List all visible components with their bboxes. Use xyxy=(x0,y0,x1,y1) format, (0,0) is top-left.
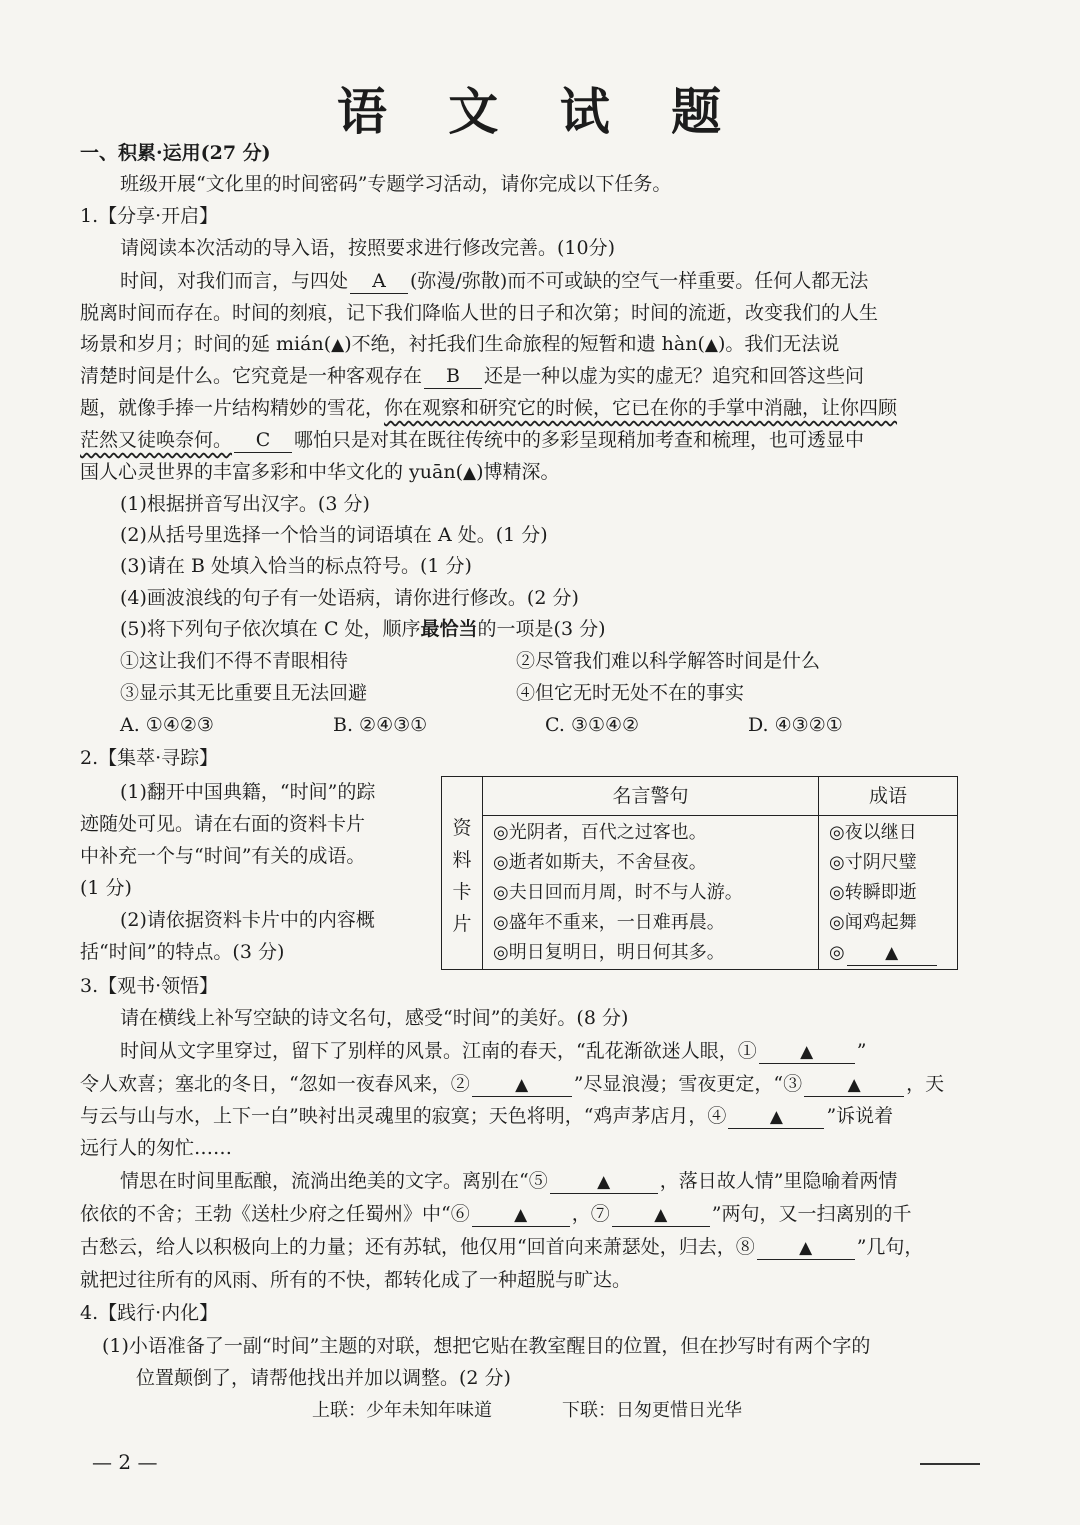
text: ”两句，又一扫离别的千 xyxy=(711,1203,912,1225)
triangle-icon: ▲ xyxy=(463,463,477,483)
q1-header: 1.【分享·开启】 xyxy=(80,205,219,227)
q4-text-2: 位置颠倒了，请帮他找出并加以调整。(2 分) xyxy=(136,1367,511,1389)
poem-blank-4 xyxy=(728,1104,824,1129)
couplet-upper: 上联：少年未知年味道 xyxy=(312,1400,492,1421)
text: ”诉说着 xyxy=(826,1105,894,1127)
q3-header: 3.【观书·领悟】 xyxy=(80,975,219,997)
idioms-column xyxy=(819,777,957,969)
idiom-blank xyxy=(847,941,937,966)
couplet-lower: 下联：日匆更惜日光华 xyxy=(562,1400,742,1421)
section-heading: 一、积累·运用(27 分) xyxy=(80,142,271,164)
page-title: 语 文 试 题 xyxy=(336,82,744,141)
q4-header: 4.【践行·内化】 xyxy=(80,1302,219,1324)
triangle-icon: ▲ xyxy=(769,1107,783,1127)
text: ”几句， xyxy=(856,1236,924,1258)
q3-instruction: 请在横线上补写空缺的诗文名句，感受“时间”的美好。(8 分) xyxy=(120,1007,629,1029)
side-char: 料 xyxy=(452,849,472,871)
poem-blank-6 xyxy=(472,1202,570,1227)
q1-para-line-1 xyxy=(120,265,868,297)
q2-text-3: 中补充一个与“时间”有关的成语。 xyxy=(80,845,366,867)
text: 令人欢喜；塞北的冬日，“忽如一夜春风来，② xyxy=(80,1073,470,1095)
text: ” xyxy=(856,1040,867,1062)
triangle-icon: ▲ xyxy=(515,1075,529,1095)
q1-sub-1: (1)根据拼音写出汉字。(3 分) xyxy=(120,493,370,515)
q3-line-8: 就把过往所有的风雨、所有的不快，都转化成了一种超脱与旷达。 xyxy=(80,1269,632,1291)
text: 清楚时间是什么。它究竟是一种客观存在 xyxy=(80,365,423,387)
q2-text-5: (2)请依据资料卡片中的内容概 xyxy=(120,909,375,931)
option-3: ③显示其无比重要且无法回避 xyxy=(120,682,368,704)
page-number: — 2 — xyxy=(92,1450,158,1474)
text: 时间从文字里穿过，留下了别样的风景。江南的春天，“乱花渐欲迷人眼，① xyxy=(120,1040,757,1062)
side-char: 片 xyxy=(452,913,472,935)
triangle-icon: ▲ xyxy=(704,335,718,355)
idiom-row: ◎转瞬即逝 xyxy=(829,882,917,903)
blank-b: B xyxy=(424,364,482,389)
text: 还是一种以虚为实的虚无？追究和回答这些问 xyxy=(484,365,865,387)
triangle-icon: ▲ xyxy=(799,1238,813,1258)
triangle-icon: ▲ xyxy=(800,1042,814,1062)
text: )博精深。 xyxy=(476,461,560,483)
text: 与云与山与水，上下一白”映衬出灵魂里的寂寞；天色将明，“鸡声茅店月，④ xyxy=(80,1105,727,1127)
text: 哪怕只是对其在既往传统中的多彩呈现稍加考查和梳理，也可透显中 xyxy=(294,429,865,451)
text: ，天 xyxy=(906,1073,945,1095)
text: ，⑦ xyxy=(571,1203,610,1225)
text: 古愁云，给人以积极向上的力量；还有苏轼，他仅用“回首向来萧瑟处，归去，⑧ xyxy=(80,1236,755,1258)
quotes-column xyxy=(483,777,819,969)
text: ”尽显浪漫；雪夜更定，“③ xyxy=(573,1073,803,1095)
idiom-row xyxy=(819,938,957,968)
text: 国人心灵世界的丰富多彩和中华文化的 yuān( xyxy=(80,461,463,483)
text: 情思在时间里酝酿，流淌出绝美的文字。离别在“⑤ xyxy=(120,1170,548,1192)
choice-d: D. ④③②① xyxy=(748,714,843,736)
quote-row: ◎逝者如斯夫，不舍昼夜。 xyxy=(493,852,707,873)
q1-para-line-2: 脱离时间而存在。时间的刻痕，记下我们降临人世的日子和次第；时间的流逝，改变我们的人生 xyxy=(80,302,879,324)
poem-blank-5 xyxy=(550,1169,658,1194)
option-4: ④但它无时无处不在的事实 xyxy=(516,682,745,704)
wavy-sentence: 你在观察和研究它的时候，它已在你的手掌中消融，让你四顾 xyxy=(384,397,898,419)
q2-text-2: 迹随处可见。请在右面的资料卡片 xyxy=(80,813,366,835)
q2-header: 2.【集萃·寻踪】 xyxy=(80,747,219,769)
poem-blank-1 xyxy=(759,1039,855,1064)
q1-sub-4: (4)画波浪线的句子有一处语病，请你进行修改。(2 分) xyxy=(120,587,579,609)
q3-line-6 xyxy=(80,1198,911,1230)
idiom-row: ◎夜以继日 xyxy=(829,822,917,843)
q3-line-7 xyxy=(80,1231,923,1263)
q1-para-line-4 xyxy=(80,360,864,392)
text: 题，就像手捧一片结构精妙的雪花， xyxy=(80,397,385,419)
footer-rule xyxy=(920,1463,980,1465)
quote-row: ◎明日复明日，明日何其多。 xyxy=(493,942,725,963)
text: )。我们无法说 xyxy=(717,333,840,355)
wavy-sentence: 茫然又徒唤奈何。 xyxy=(80,429,233,451)
q1-para-line-5 xyxy=(80,392,897,424)
text: ，落日故人情”里隐喻着两情 xyxy=(659,1170,898,1192)
text: (弥漫/弥散)而不可或缺的空气一样重要。任何人都无法 xyxy=(410,270,869,292)
option-2: ②尽管我们难以科学解答时间是什么 xyxy=(516,650,821,672)
choice-b: B. ②④③① xyxy=(333,714,428,736)
quotes-header: 名言警句 xyxy=(483,777,818,816)
triangle-icon: ▲ xyxy=(654,1205,668,1225)
q4-text-1: (1)小语准备了一副“时间”主题的对联，想把它贴在教室醒目的位置，但在抄写时有两个字的 xyxy=(102,1335,871,1357)
q1-para-line-3 xyxy=(80,328,839,361)
q1-para-line-7 xyxy=(80,456,560,489)
card-side-label xyxy=(442,777,483,969)
choice-c: C. ③①④② xyxy=(545,714,640,736)
triangle-icon: ▲ xyxy=(597,1172,611,1192)
poem-blank-8 xyxy=(757,1235,855,1260)
q2-text-1: (1)翻开中国典籍，“时间”的踪 xyxy=(120,781,376,803)
idiom-row: ◎寸阴尺璧 xyxy=(829,852,917,873)
quote-row: ◎夫日回而月周，时不与人游。 xyxy=(493,882,743,903)
q1-instruction: 请阅读本次活动的导入语，按照要求进行修改完善。(10分) xyxy=(120,237,616,259)
q3-line-5 xyxy=(120,1165,897,1197)
option-1: ①这让我们不得不青眼相待 xyxy=(120,650,349,672)
text: ◎ xyxy=(829,942,845,963)
idiom-row: ◎闻鸡起舞 xyxy=(829,912,917,933)
q3-line-1 xyxy=(120,1035,866,1067)
triangle-icon: ▲ xyxy=(847,1075,861,1095)
q3-line-4: 远行人的匆忙…… xyxy=(80,1137,233,1159)
text: 场景和岁月；时间的延 mián( xyxy=(80,333,332,355)
quote-row: ◎盛年不重来，一日难再晨。 xyxy=(493,912,725,933)
quote-row: ◎光阴者，百代之过客也。 xyxy=(493,822,707,843)
blank-c: C xyxy=(234,428,292,453)
emphasis: 最恰当 xyxy=(420,618,478,640)
q3-line-3 xyxy=(80,1100,893,1132)
q3-line-2 xyxy=(80,1068,944,1100)
poem-blank-2 xyxy=(472,1072,572,1097)
text: 时间，对我们而言，与四处 xyxy=(120,270,349,292)
poem-blank-3 xyxy=(804,1072,904,1097)
side-char: 卡 xyxy=(452,881,472,903)
poem-blank-7 xyxy=(612,1202,710,1227)
q1-sub-5 xyxy=(120,613,606,645)
triangle-icon: ▲ xyxy=(514,1205,528,1225)
blank-a: A xyxy=(350,269,408,294)
q2-text-6: 括“时间”的特点。(3 分) xyxy=(80,941,285,963)
side-char: 资 xyxy=(452,817,472,839)
resource-card xyxy=(441,776,958,970)
triangle-icon: ▲ xyxy=(331,335,345,355)
text: (5)将下列句子依次填在 C 处，顺序 xyxy=(120,618,421,640)
idioms-header: 成语 xyxy=(819,777,957,816)
q2-text-4: (1 分) xyxy=(80,877,132,899)
text: 的一项是(3 分) xyxy=(477,618,606,640)
text: 依依的不舍；王勃《送杜少府之任蜀州》中“⑥ xyxy=(80,1203,470,1225)
q1-sub-2: (2)从括号里选择一个恰当的词语填在 A 处。(1 分) xyxy=(120,524,548,546)
triangle-icon: ▲ xyxy=(885,943,899,963)
q1-sub-3: (3)请在 B 处填入恰当的标点符号。(1 分) xyxy=(120,555,472,577)
q1-para-line-6 xyxy=(80,424,864,456)
text: )不绝，衬托我们生命旅程的短暂和遗 hàn( xyxy=(344,333,705,355)
choice-a: A. ①④②③ xyxy=(120,714,214,736)
intro-text: 班级开展“文化里的时间密码”专题学习活动，请你完成以下任务。 xyxy=(120,173,672,195)
